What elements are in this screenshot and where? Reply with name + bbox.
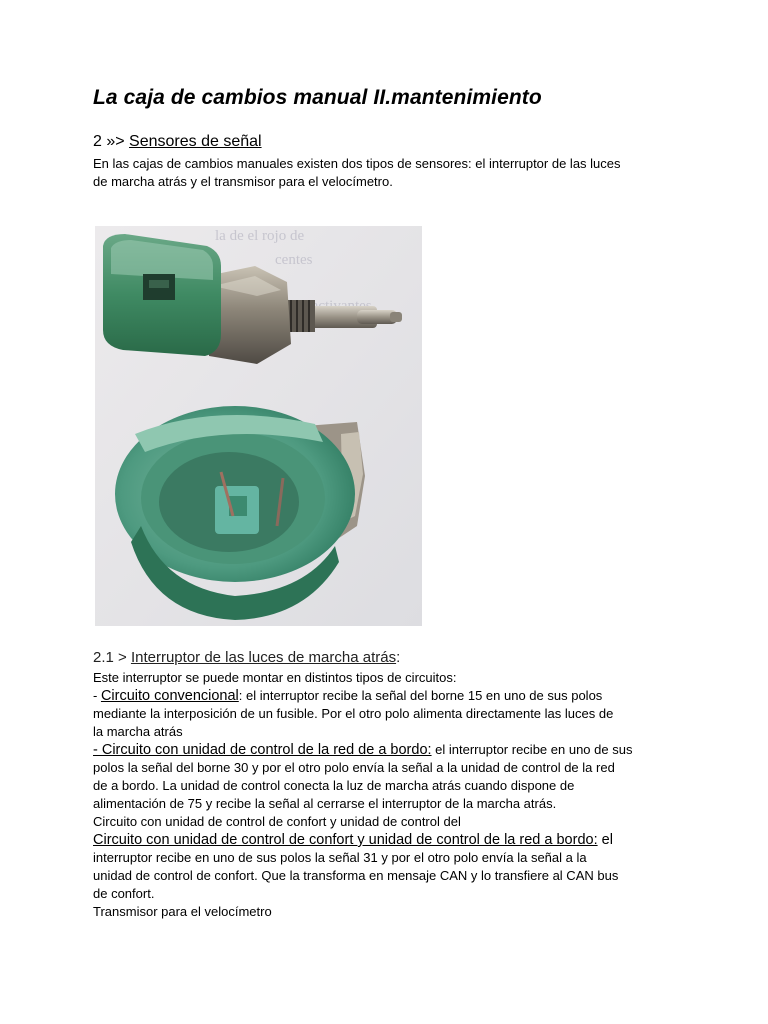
subsection-heading [93,649,400,666]
body-line [93,687,693,705]
page-title: La caja de cambios manual II.mantenimiento [93,86,542,109]
subsection-number: 2.1 > [93,649,131,666]
body-text [93,669,693,921]
body-line: interruptor recibe en uno de sus polos la señal 31 y por el otro polo envía la señal a la [93,850,587,865]
intro-line: de marcha atrás y el transmisor para el velocímetro. [93,174,393,189]
body-line-rest: el interruptor recibe en uno de sus [431,742,633,757]
section-heading-text: Sensores de señal [129,133,262,150]
body-line: de a bordo. La unidad de control conecta la luz de marcha atrás cuando dispone de [93,778,575,793]
subsection-heading-suffix: : [396,649,401,666]
section-intro [93,155,683,191]
body-line: Transmisor para el velocímetro [93,904,272,919]
subsection-heading-text: Interruptor de las luces de marcha atrás [130,649,397,666]
body-line [93,741,693,759]
watermark-text: centes [275,252,313,268]
sensor-photo-svg [95,226,422,626]
intro-line: En las cajas de cambios manuales existen dos tipos de sensores: el interruptor de las luces [93,156,621,171]
section-number: 2 »> [93,133,130,150]
body-line: la marcha atrás [93,724,183,739]
body-line-rest: : el interruptor recibe la señal del borne 15 en uno de sus polos [238,688,603,703]
section-heading [93,133,262,151]
circuit-title-network: - Circuito con unidad de control de la red de a bordo: [93,742,432,758]
circuit-title-comfort: Circuito con unidad de control de confort y unidad de control de la red a bordo: [93,832,598,848]
body-line-rest: el [597,832,613,848]
list-marker: - [93,688,101,703]
body-line: mediante la interposición de un fusible. Por el otro polo alimenta directamente las luces de [93,706,614,721]
watermark-text: la de el rojo de [215,228,305,244]
body-line: alimentación de 75 y recibe la señal al cerrarse el interruptor de la marcha atrás. [93,796,557,811]
body-line: Circuito con unidad de control de confort y unidad de control del [93,814,461,829]
body-line: Este interruptor se puede montar en distintos tipos de circuitos: [93,670,457,685]
body-line: unidad de control de confort. Que la transforma en mensaje CAN y lo transfiere al CAN bus [93,868,619,883]
body-line: polos la señal del borne 30 y por el otro polo envía la señal a la unidad de control de la red [93,760,615,775]
sensor-photo [95,226,422,626]
body-line [93,831,693,849]
body-line: de confort. [93,886,155,901]
circuit-title-conventional: Circuito convencional [100,688,239,704]
